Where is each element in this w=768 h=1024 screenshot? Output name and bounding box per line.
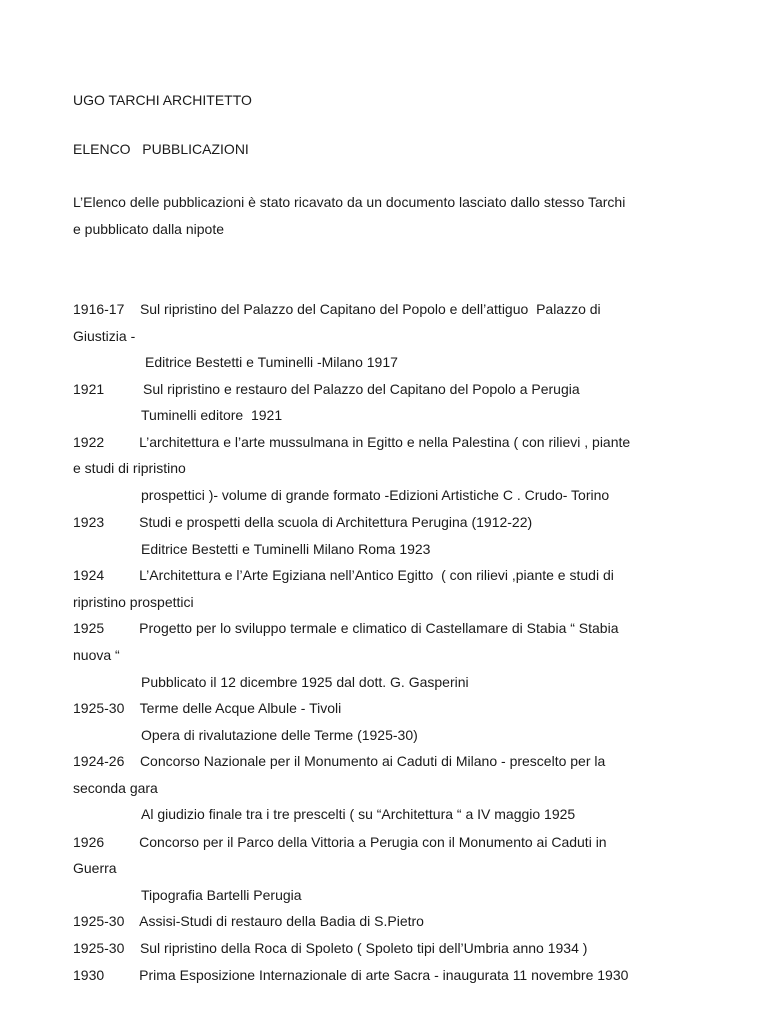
entry-line: Giustizia - [73,328,136,344]
entry-line: 1924 L’Architettura e l’Arte Egiziana nell’Antico Egitto ( con rilievi ,piante e studi di [73,567,614,583]
entry-line: 1923 Studi e prospetti della scuola di Architettura Perugina (1912-22) [73,514,533,530]
entry-line: e studi di ripristino [73,460,186,476]
entry-line: 1925-30 Assisi-Studi di restauro della Badia di S.Pietro [73,913,424,929]
entry-line: Al giudizio finale tra i tre prescelti ( su “Architettura “ a IV maggio 1925 [141,806,576,822]
entry-line: ripristino prospettici [73,594,194,610]
entry-line: 1926 Concorso per il Parco della Vittoria a Perugia con il Monumento ai Caduti in [73,834,607,850]
entry-line: Guerra [73,860,117,876]
entry-line: 1925 Progetto per lo sviluppo termale e climatico di Castellamare di Stabia “ Stabia [73,620,619,636]
document-title: ELENCO PUBBLICAZIONI [73,141,249,157]
entry-line: 1924-26 Concorso Nazionale per il Monumento ai Caduti di Milano - prescelto per la [73,753,606,769]
entry-line: 1930 Prima Esposizione Internazionale di arte Sacra - inaugurata 11 novembre 1930 [73,967,629,983]
entry-line: Tuminelli editore 1921 [141,407,283,423]
intro-line: L’Elenco delle pubblicazioni è stato ricavato da un documento lasciato dallo stesso Tarchi [73,194,626,210]
intro-line: e pubblicato dalla nipote [73,221,225,237]
entry-line: nuova “ [73,647,120,663]
entry-line: seconda gara [73,780,158,796]
entry-line: Editrice Bestetti e Tuminelli Milano Roma 1923 [141,541,431,557]
author-heading: UGO TARCHI ARCHITETTO [73,92,252,108]
entry-line: 1922 L’architettura e l’arte mussulmana in Egitto e nella Palestina ( con rilievi , piante [73,434,631,450]
entry-line: 1925-30 Terme delle Acque Albule - Tivoli [73,700,342,716]
entry-line: Opera di rivalutazione delle Terme (1925-30) [141,727,418,743]
entry-line: prospettici )- volume di grande formato -Edizioni Artistiche C . Crudo- Torino [141,487,610,503]
entry-line: 1921 Sul ripristino e restauro del Palazzo del Capitano del Popolo a Perugia [73,381,580,397]
entry-line: Pubblicato il 12 dicembre 1925 dal dott. G. Gasperini [141,674,469,690]
entry-line: 1916-17 Sul ripristino del Palazzo del Capitano del Popolo e dell’attiguo Palazzo di [73,301,601,317]
entry-line: Tipografia Bartelli Perugia [141,887,302,903]
entry-line: 1925-30 Sul ripristino della Roca di Spoleto ( Spoleto tipi dell’Umbria anno 1934 ) [73,940,588,956]
entry-line: Editrice Bestetti e Tuminelli -Milano 1917 [145,354,398,370]
